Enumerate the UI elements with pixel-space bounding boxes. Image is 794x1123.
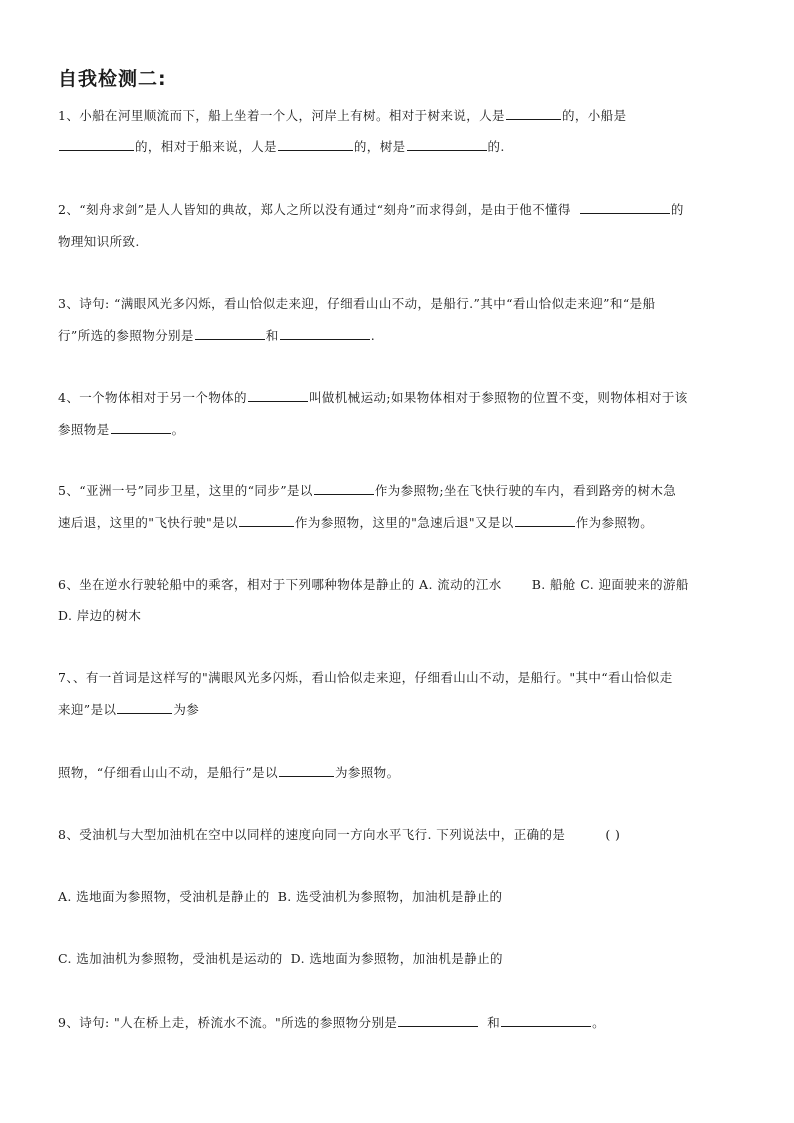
question-5-line-2: 速后退，这里的"飞快行驶"是以 作为参照物，这里的"急速后退"又是以 作为参照物。 <box>58 515 654 530</box>
answer-parentheses[interactable]: ( ) <box>605 827 621 842</box>
question-9-line-1: 9、诗句: "人在桥上走，桥流水不流。"所选的参照物分别是 和 。 <box>58 1015 606 1030</box>
option-a: A. 选地面为参照物，受油机是静止的 <box>58 889 270 904</box>
question-5-line-1: 5、“亚洲一号”同步卫星，这里的“同步”是以 作为参照物;坐在飞快行驶的车内，看到路旁的树木急 <box>58 483 677 498</box>
answer-blank[interactable] <box>239 514 294 527</box>
answer-blank[interactable] <box>278 138 353 151</box>
question-7-line-2: 来迎”是以 为参 <box>58 702 200 717</box>
question-1-line-1: 1、小船在河里顺流而下，船上坐着一个人，河岸上有树。相对于树来说，人是 的，小船是 <box>58 108 627 123</box>
answer-blank[interactable] <box>280 327 370 340</box>
question-8-options-ab <box>58 887 748 905</box>
answer-blank[interactable] <box>59 138 134 151</box>
answer-blank[interactable] <box>580 201 670 214</box>
question-4-line-2: 参照物是 。 <box>58 422 185 437</box>
option-d: D. 选地面为参照物，加油机是静止的 <box>290 951 503 966</box>
question-2-line-1: 2、“刻舟求剑”是人人皆知的典故，郑人之所以没有通过“刻舟”而求得剑，是由于他不懂得 的 <box>58 202 684 217</box>
answer-blank[interactable] <box>279 764 334 777</box>
question-2-line-2: 物理知识所致. <box>58 234 140 249</box>
question-3-line-2: 行”所选的参照物分别是 和 . <box>58 328 376 343</box>
answer-blank[interactable] <box>314 482 374 495</box>
question-7-line-1: 7、、有一首词是这样写的"满眼风光多闪烁，看山恰似走来迎，仔细看山山不动，是船行。"其中“看山恰似走 <box>58 670 673 685</box>
question-6-line-1: 6、坐在逆水行驶轮船中的乘客，相对于下列哪种物体是静止的 A. 流动的江水 B. 船舱 C. 迎面驶来的游船 <box>58 577 689 592</box>
answer-blank[interactable] <box>111 421 171 434</box>
answer-blank[interactable] <box>248 389 308 402</box>
answer-blank[interactable] <box>117 701 172 714</box>
section-title: 自我检测二: <box>58 68 167 90</box>
option-b: B. 选受油机为参照物，加油机是静止的 <box>277 889 503 904</box>
answer-blank[interactable] <box>506 107 561 120</box>
question-1-line-2: 的，相对于船来说，人是 的，树是 的. <box>58 137 748 155</box>
question-4-line-1: 4、一个物体相对于另一个物体的 叫做机械运动;如果物体相对于参照物的位置不变，则物体相对于该 <box>58 390 688 405</box>
question-8-stem: 8、受油机与大型加油机在空中以同样的速度向同一方向水平飞行. 下列说法中，正确的是 ( ) <box>58 827 621 842</box>
answer-blank[interactable] <box>398 1014 478 1027</box>
question-8-options-cd <box>58 949 748 967</box>
option-c: C. 选加油机为参照物，受油机是运动的 <box>58 951 283 966</box>
question-6-line-2: D. 岸边的树木 <box>58 608 142 623</box>
answer-blank[interactable] <box>195 327 265 340</box>
answer-blank[interactable] <box>501 1014 591 1027</box>
question-3-line-1: 3、诗句: “满眼风光多闪烁，看山恰似走来迎，仔细看山山不动，是船行.”其中“看山恰似走来迎”和“是船 <box>58 296 656 311</box>
answer-blank[interactable] <box>515 514 575 527</box>
answer-blank[interactable] <box>407 138 487 151</box>
question-7-line-3: 照物，“仔细看山山不动，是船行”是以 为参照物。 <box>58 765 400 780</box>
